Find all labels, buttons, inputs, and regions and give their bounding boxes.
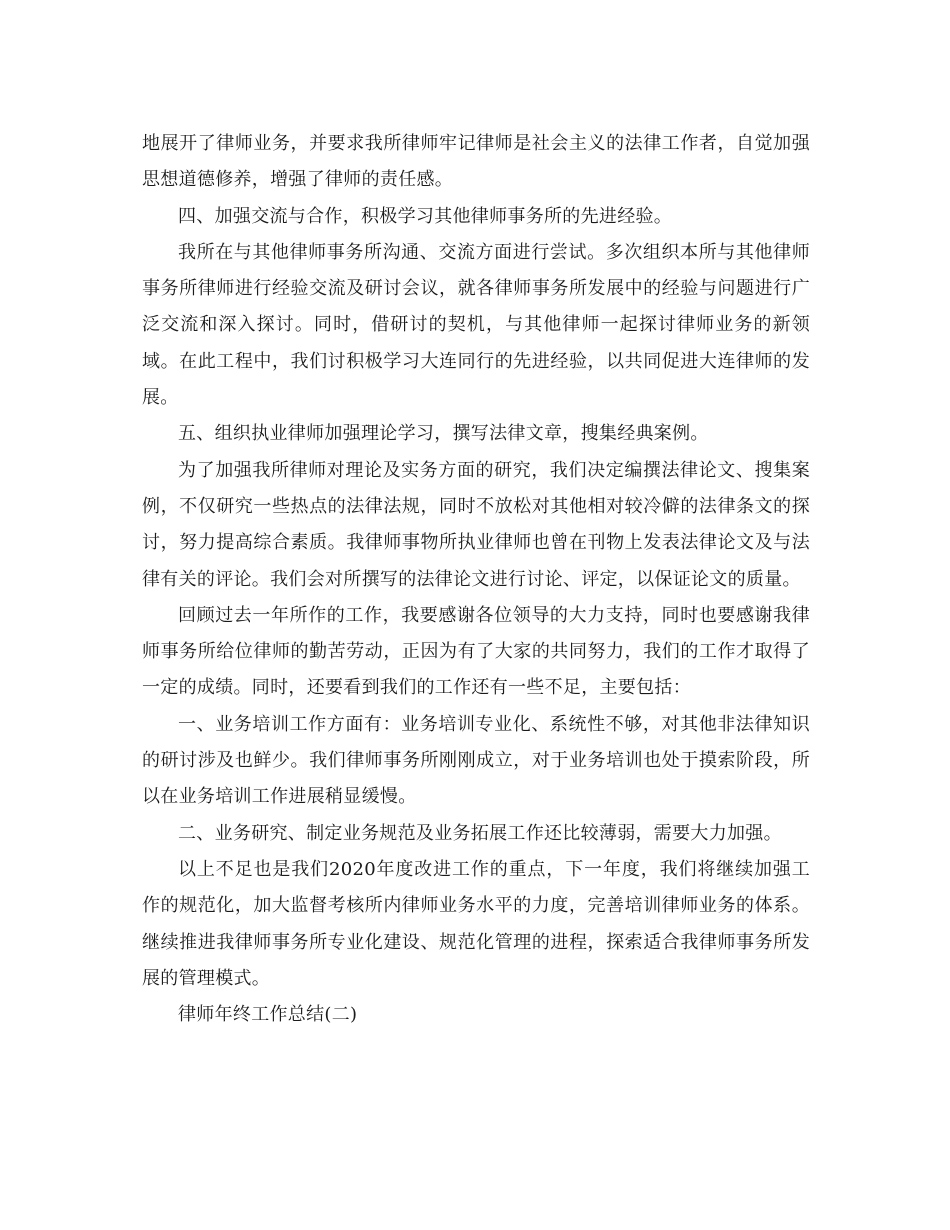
paragraph-shortcoming-one: 一、业务培训工作方面有：业务培训专业化、系统性不够，对其他非法律知识的研讨涉及也鲜少。我们律师事务所刚刚成立，对于业务培训也处于摸索阶段，所以在业务培训工作进展稍显缓慢。	[142, 713, 810, 808]
paragraph-continuation: 地展开了律师业务，并要求我所律师牢记律师是社会主义的法律工作者，自觉加强思想道德修养，增强了律师的责任感。	[142, 133, 810, 191]
section-heading-four: 四、加强交流与合作，积极学习其他律师事务所的先进经验。	[178, 205, 673, 227]
section-title-part-two: 律师年终工作总结(二)	[178, 1004, 358, 1026]
paragraph-exchange: 我所在与其他律师事务所沟通、交流方面进行尝试。多次组织本所与其他律师事务所律师进行经验交流及研讨会议，就各律师事务所发展中的经验与问题进行广泛交流和深入探讨。同时，借研讨的契机，与其他律师一起探讨律师业务的新领域。在此工程中，我们讨积极学习大连同行的先进经验，以共同促进大连律师的发展。	[142, 241, 810, 409]
paragraph-shortcoming-two: 二、业务研究、制定业务规范及业务拓展工作还比较薄弱，需要大力加强。	[178, 822, 782, 844]
section-heading-five: 五、组织执业律师加强理论学习，撰写法律文章，搜集经典案例。	[178, 423, 709, 445]
document-body	[142, 126, 810, 1033]
paragraph-plan: 以上不足也是我们2020年度改进工作的重点，下一年度，我们将继续加强工作的规范化，加大监督考核所内律师业务水平的力度，完善培训律师业务的体系。继续推进我律师事务所专业化建设、规范化管理的进程，探索适合我律师事务所发展的管理模式。	[142, 858, 810, 989]
paragraph-review: 回顾过去一年所作的工作，我要感谢各位领导的大力支持，同时也要感谢我律师事务所给位律师的勤苦劳动，正因为有了大家的共同努力，我们的工作才取得了一定的成绩。同时，还要看到我们的工作还有一些不足，主要包括：	[142, 604, 810, 699]
paragraph-research: 为了加强我所律师对理论及实务方面的研究，我们决定编撰法律论文、搜集案例，不仅研究一些热点的法律法规，同时不放松对其他相对较冷僻的法律条文的探讨，努力提高综合素质。我律师事物所执业律师也曾在刊物上发表法律论文及与法律有关的评论。我们会对所撰写的法律论文进行讨论、评定，以保证论文的质量。	[142, 459, 810, 590]
